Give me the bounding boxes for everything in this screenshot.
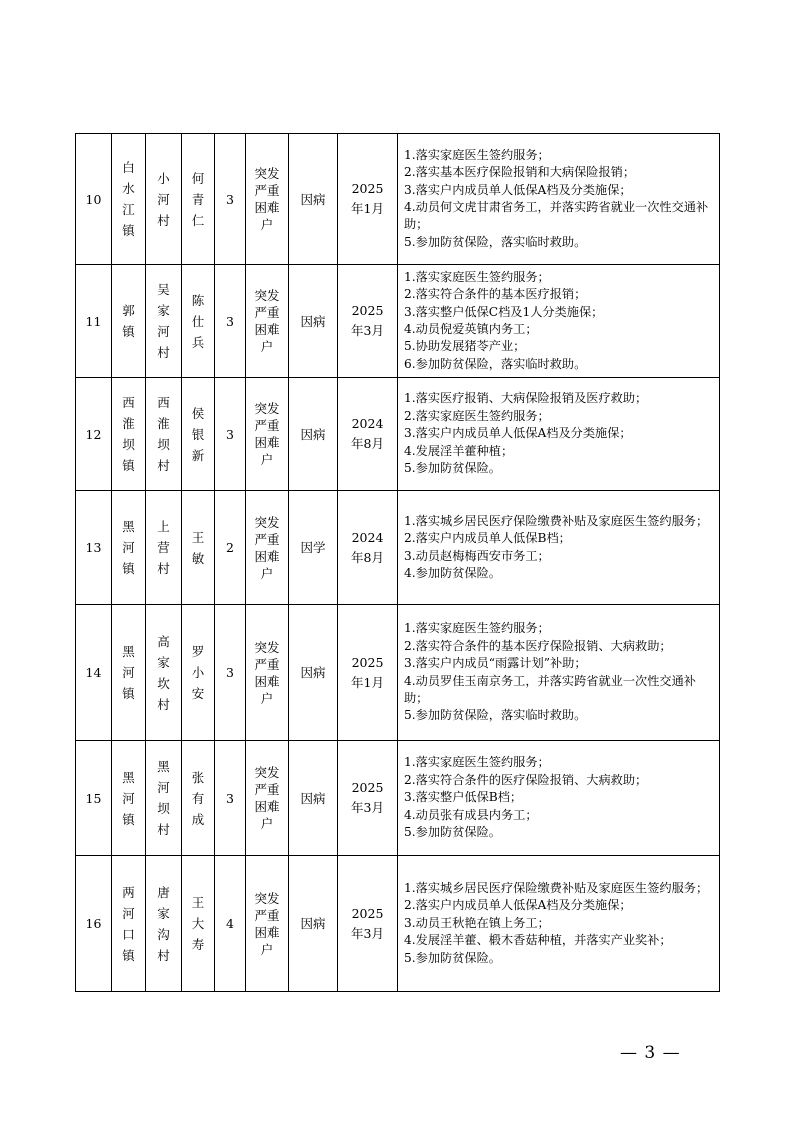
date-cell	[338, 856, 398, 992]
measure-item: 1.落实城乡居民医疗保险缴费补贴及家庭医生签约服务；	[404, 880, 709, 895]
measure-item: 5.参加防贫保险，落实临时救助。	[404, 708, 587, 723]
measure-item: 3.动员赵梅梅西安市务工；	[404, 548, 550, 563]
row-number: 14	[76, 605, 112, 741]
village-cell-text: 高家坎村	[157, 633, 170, 712]
row-number: 15	[76, 741, 112, 856]
measure-item: 1.落实家庭医生签约服务；	[404, 621, 550, 636]
name-cell	[182, 134, 215, 265]
name-cell	[182, 378, 215, 491]
village-cell-text: 上营村	[157, 519, 170, 576]
household-type-cell-text: 突发严重困难户	[254, 166, 280, 232]
measure-item: 3.落实整户低保B档；	[404, 790, 523, 805]
name-cell-text: 侯银新	[191, 405, 205, 463]
household-type-cell	[246, 134, 289, 265]
measures-cell	[398, 378, 720, 491]
reason-cell: 因病	[289, 741, 338, 856]
name-cell	[182, 491, 215, 605]
measures-cell	[398, 265, 720, 378]
town-cell-text: 郭镇	[122, 303, 135, 339]
reason-cell: 因病	[289, 378, 338, 491]
measure-item: 4.发展淫羊藿种植；	[404, 443, 514, 458]
household-size-cell: 4	[215, 856, 246, 992]
date-cell	[338, 741, 398, 856]
measure-item: 5.参加防贫保险。	[404, 825, 501, 840]
reason-cell: 因病	[289, 605, 338, 741]
date-cell	[338, 605, 398, 741]
measure-item: 2.落实户内成员单人低保B档；	[404, 531, 571, 546]
date-cell-text: 2025年3月	[351, 780, 384, 815]
table-row	[76, 134, 720, 265]
row-number: 16	[76, 856, 112, 992]
village-cell	[146, 265, 182, 378]
row-number: 10	[76, 134, 112, 265]
village-cell-text: 小河村	[157, 170, 170, 228]
town-cell	[112, 378, 146, 491]
village-cell	[146, 378, 182, 491]
measures-cell	[398, 605, 720, 741]
date-cell-text: 2025年1月	[351, 181, 384, 216]
measure-item: 3.落实户内成员“雨露计划”补助；	[404, 656, 587, 671]
household-type-cell-text: 突发严重困难户	[254, 401, 280, 467]
measure-item: 1.落实城乡居民医疗保险缴费补贴及家庭医生签约服务；	[404, 513, 709, 528]
measure-item: 2.落实符合条件的医疗保险报销、大病救助；	[404, 772, 648, 787]
measures-cell	[398, 134, 720, 265]
name-cell	[182, 265, 215, 378]
town-cell-text: 白水江镇	[122, 160, 135, 238]
household-size-cell: 2	[215, 491, 246, 605]
village-cell	[146, 605, 182, 741]
table-body	[76, 134, 720, 992]
date-cell-text: 2025年1月	[351, 654, 384, 690]
measure-item: 4.发展淫羊藿、椴木香菇种植，并落实产业奖补；	[404, 933, 672, 948]
table-row	[76, 491, 720, 605]
town-cell	[112, 741, 146, 856]
household-size-cell: 3	[215, 134, 246, 265]
measure-item: 1.落实家庭医生签约服务；	[404, 755, 550, 770]
name-cell	[182, 605, 215, 741]
row-number: 11	[76, 265, 112, 378]
measure-item: 5.参加防贫保险。	[404, 461, 501, 476]
household-type-cell	[246, 378, 289, 491]
household-type-cell-text: 突发严重困难户	[254, 639, 280, 706]
measure-item: 1.落实家庭医生签约服务；	[404, 269, 550, 284]
household-type-cell	[246, 265, 289, 378]
measure-item: 3.落实户内成员单人低保A档及分类施保；	[404, 182, 632, 197]
town-cell-text: 黑河镇	[122, 769, 135, 827]
measure-item: 3.落实整户低保C档及1人分类施保；	[404, 304, 604, 319]
household-size-cell: 3	[215, 265, 246, 378]
measures-cell	[398, 856, 720, 992]
household-size-cell: 3	[215, 378, 246, 491]
village-cell	[146, 856, 182, 992]
household-type-cell	[246, 856, 289, 992]
name-cell-text: 张有成	[191, 769, 205, 827]
village-cell-text: 唐家沟村	[157, 884, 170, 963]
town-cell	[112, 265, 146, 378]
measure-item: 3.落实户内成员单人低保A档及分类施保；	[404, 426, 632, 441]
date-cell-text: 2024年8月	[351, 416, 384, 451]
measure-item: 3.动员王秋艳在镇上务工；	[404, 915, 550, 930]
measures-cell	[398, 491, 720, 605]
town-cell-text: 西淮坝镇	[122, 395, 135, 473]
measure-item: 2.落实符合条件的基本医疗保险报销、大病救助；	[404, 638, 672, 653]
household-type-cell-text: 突发严重困难户	[254, 890, 280, 957]
name-cell-text: 何青仁	[191, 170, 205, 228]
measure-item: 4.动员何文虎甘肃省务工，并落实跨省就业一次性交通补助；	[404, 200, 709, 232]
reason-cell: 因病	[289, 265, 338, 378]
measure-item: 1.落实家庭医生签约服务；	[404, 147, 550, 162]
table-row	[76, 265, 720, 378]
measure-item: 1.落实医疗报销、大病保险报销及医疗救助；	[404, 391, 648, 406]
name-cell	[182, 741, 215, 856]
date-cell	[338, 134, 398, 265]
date-cell	[338, 378, 398, 491]
table-row	[76, 741, 720, 856]
name-cell-text: 王大寿	[191, 895, 205, 952]
measure-item: 5.协助发展猪苓产业；	[404, 339, 526, 354]
household-size-cell: 3	[215, 741, 246, 856]
table-row	[76, 605, 720, 741]
village-cell	[146, 491, 182, 605]
name-cell	[182, 856, 215, 992]
village-cell-text: 西淮坝村	[157, 395, 170, 473]
reason-cell: 因学	[289, 491, 338, 605]
table-row	[76, 856, 720, 992]
measure-item: 4.动员倪爱英镇内务工；	[404, 322, 538, 336]
name-cell-text: 王敏	[191, 529, 205, 566]
date-cell	[338, 265, 398, 378]
village-cell	[146, 741, 182, 856]
table-row	[76, 378, 720, 491]
household-type-cell	[246, 741, 289, 856]
town-cell	[112, 856, 146, 992]
household-size-cell: 3	[215, 605, 246, 741]
household-type-cell-text: 突发严重困难户	[254, 288, 280, 354]
household-type-cell	[246, 605, 289, 741]
household-type-cell	[246, 491, 289, 605]
name-cell-text: 罗小安	[191, 644, 205, 701]
household-type-cell-text: 突发严重困难户	[254, 514, 280, 581]
measures-cell	[398, 741, 720, 856]
village-cell	[146, 134, 182, 265]
measure-item: 4.参加防贫保险。	[404, 565, 501, 580]
village-cell-text: 吴家河村	[157, 282, 170, 360]
name-cell-text: 陈仕兵	[191, 292, 205, 350]
measure-item: 2.落实基本医疗保险报销和大病保险报销；	[404, 165, 636, 180]
measure-item: 2.落实家庭医生签约服务；	[404, 408, 550, 423]
town-cell	[112, 605, 146, 741]
village-cell-text: 黑河坝村	[157, 759, 170, 837]
town-cell-text: 黑河镇	[122, 519, 135, 576]
measure-item: 5.参加防贫保险。	[404, 950, 501, 965]
reason-cell: 因病	[289, 856, 338, 992]
date-cell	[338, 491, 398, 605]
poverty-household-table	[75, 133, 720, 992]
date-cell-text: 2025年3月	[351, 905, 384, 941]
row-number: 13	[76, 491, 112, 605]
measure-item: 5.参加防贫保险，落实临时救助。	[404, 234, 587, 249]
measure-item: 6.参加防贫保险，落实临时救助。	[404, 356, 587, 371]
reason-cell: 因病	[289, 134, 338, 265]
page-number: — 3 —	[620, 1043, 681, 1063]
town-cell	[112, 491, 146, 605]
measure-item: 4.动员罗佳玉南京务工，并落实跨省就业一次性交通补助；	[404, 673, 696, 705]
measure-item: 4.动员张有成县内务工；	[404, 807, 538, 822]
date-cell-text: 2024年8月	[351, 529, 384, 565]
town-cell	[112, 134, 146, 265]
row-number: 12	[76, 378, 112, 491]
household-type-cell-text: 突发严重困难户	[254, 765, 280, 831]
date-cell-text: 2025年3月	[351, 303, 384, 338]
measure-item: 2.落实户内成员单人低保A档及分类施保；	[404, 898, 632, 913]
town-cell-text: 两河口镇	[122, 884, 135, 963]
town-cell-text: 黑河镇	[122, 644, 135, 701]
measure-item: 2.落实符合条件的基本医疗报销；	[404, 287, 587, 302]
